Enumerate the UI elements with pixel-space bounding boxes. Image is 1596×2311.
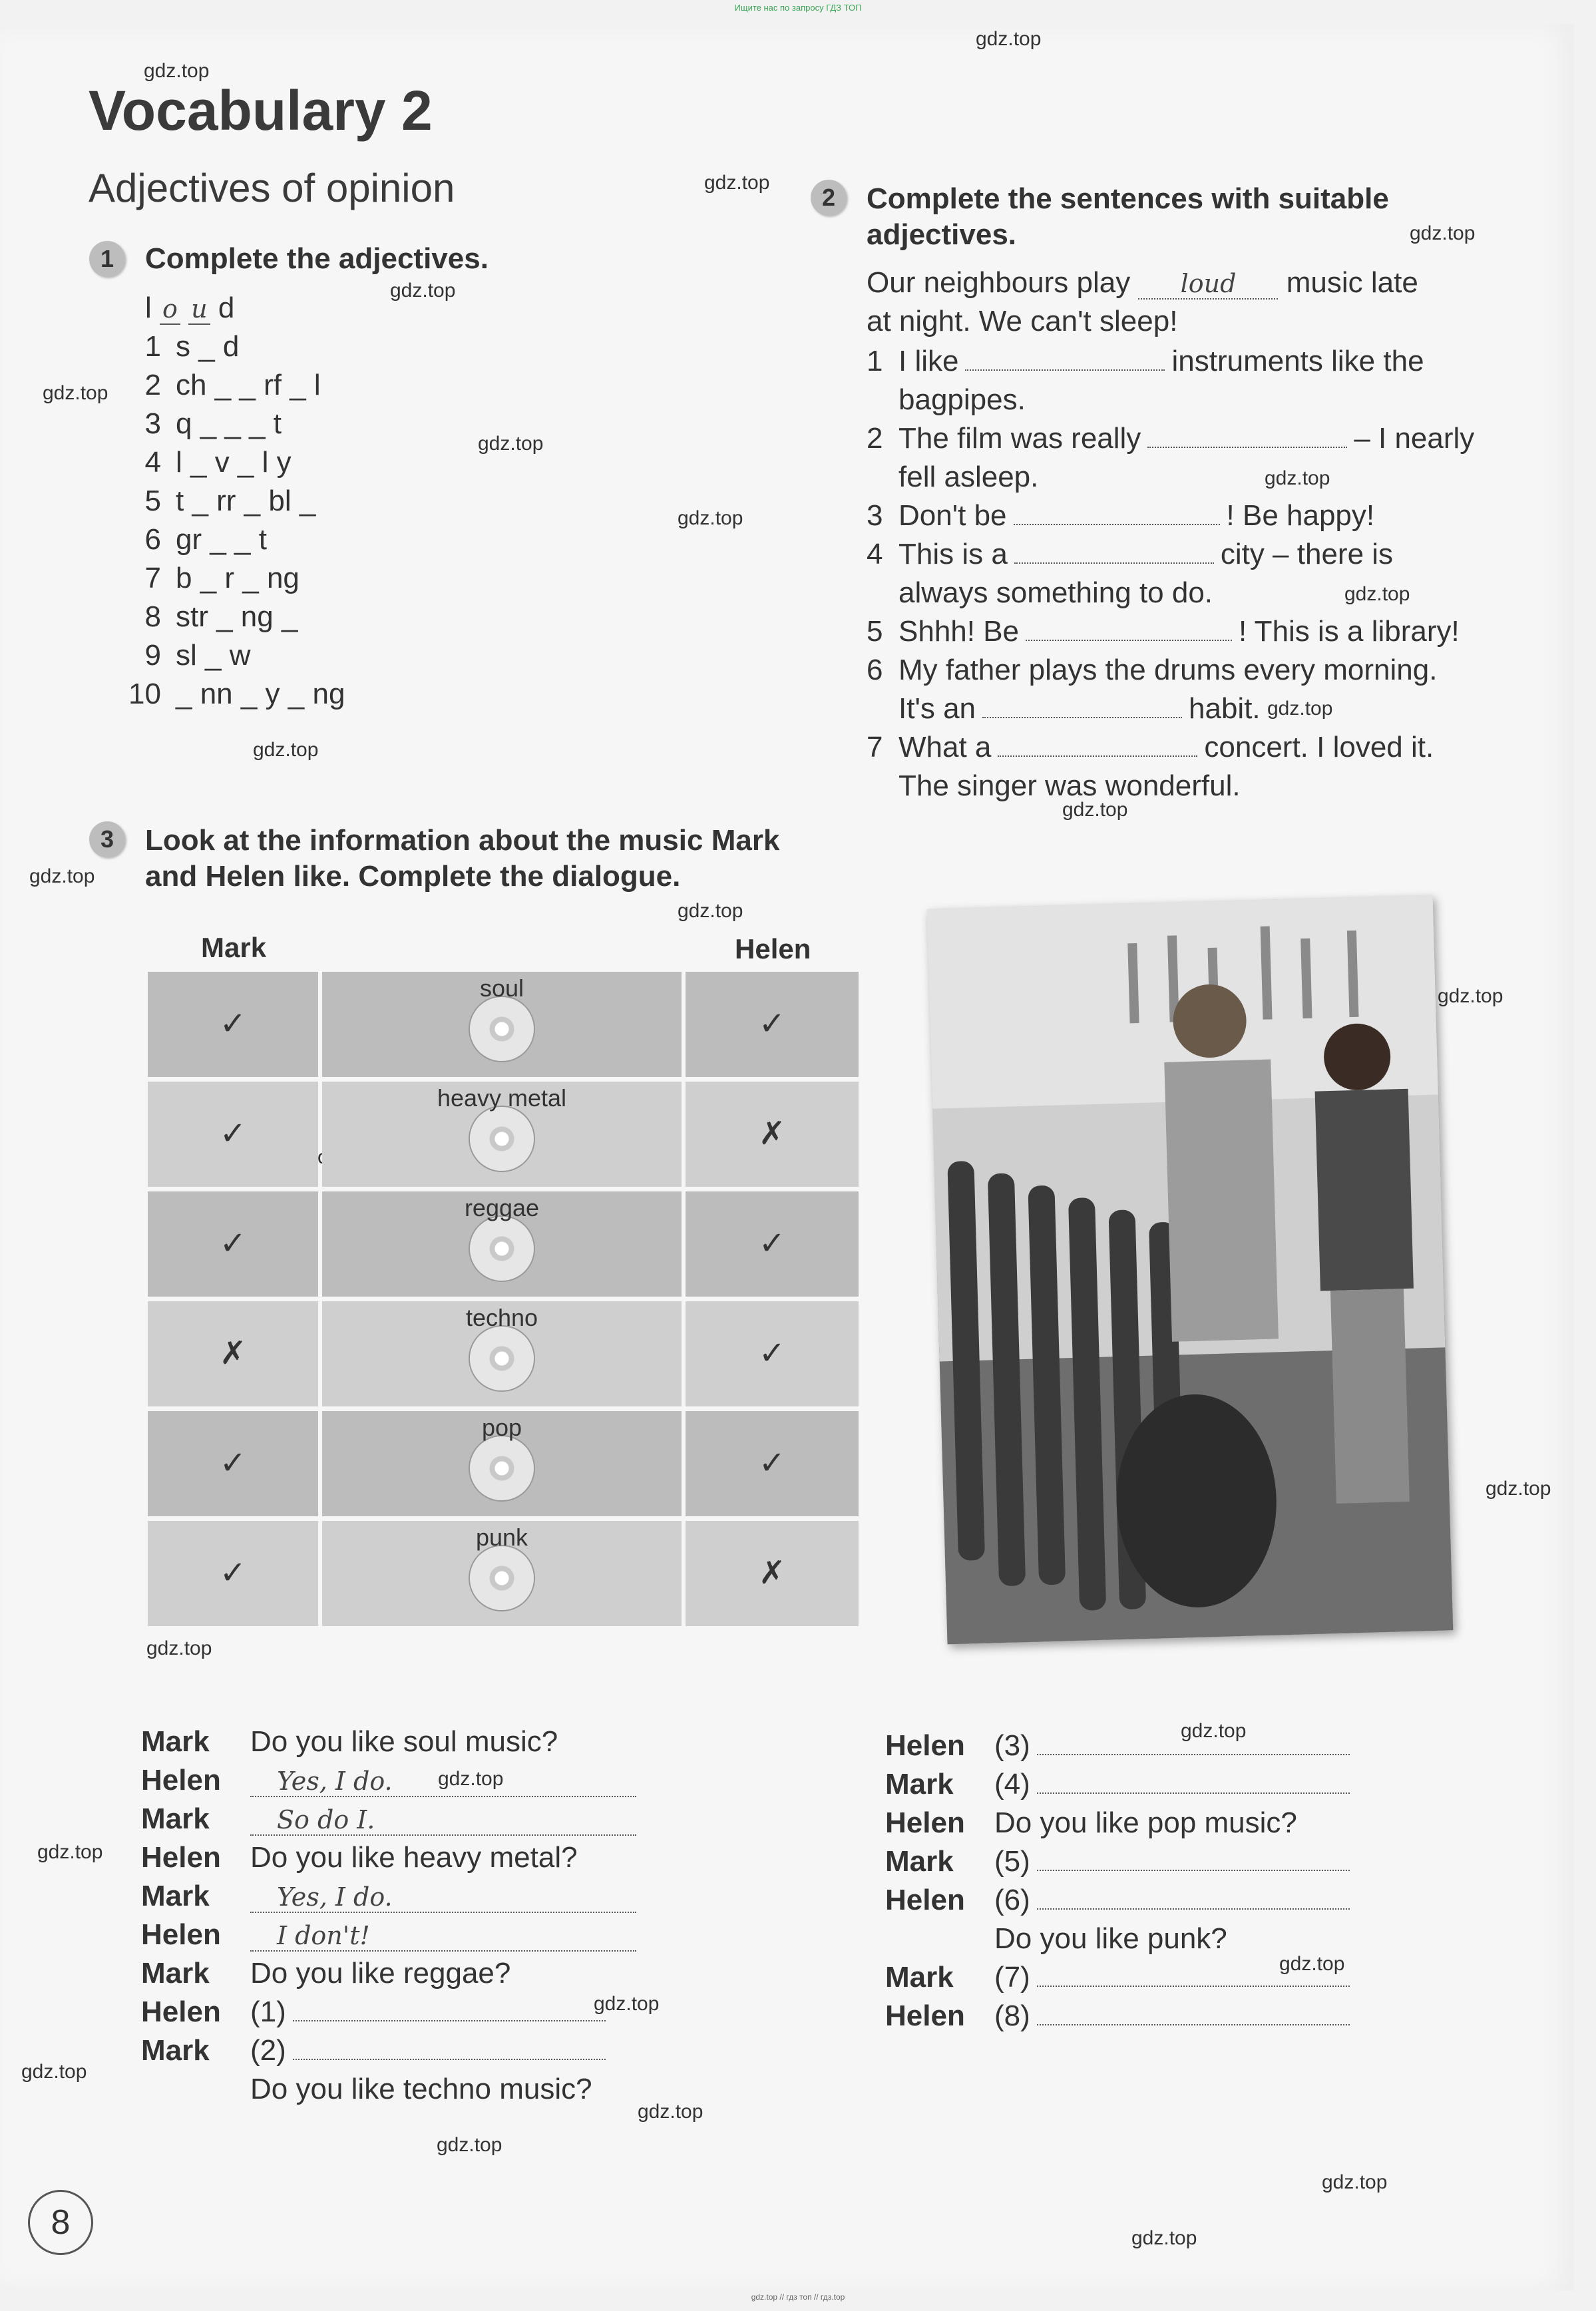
exercise-2-example-line2: at night. We can't sleep! <box>867 305 1178 337</box>
exercise-2-heading: Complete the sentences with suitable <box>867 182 1389 215</box>
speaker-name: Helen <box>141 1996 221 2028</box>
music-row <box>148 1191 859 1297</box>
speaker-name: Mark <box>885 1961 954 1994</box>
mark-answer: ✓ <box>219 1556 247 1591</box>
watermark: gdz.top <box>29 865 95 887</box>
music-row <box>148 1411 859 1516</box>
sentence-item <box>867 654 1437 687</box>
watermark: gdz.top <box>1181 1720 1247 1742</box>
dialogue-text <box>994 1729 1356 1763</box>
answer-blank[interactable] <box>1037 1734 1350 1755</box>
answer-blank[interactable] <box>1037 1773 1350 1794</box>
line-text: (1) <box>250 1996 286 2028</box>
mark-cell <box>148 1301 318 1406</box>
genre-label: soul <box>479 974 524 1002</box>
answer-blank[interactable] <box>965 349 1165 371</box>
dialogue-text <box>994 1999 1356 2033</box>
sentence-text-end: concert. I loved it. <box>1204 731 1434 763</box>
dialogue-text <box>250 2034 612 2067</box>
dialogue-line <box>885 1845 1418 1882</box>
watermark: gdz.top <box>1322 2171 1388 2193</box>
dialogue-line <box>141 1802 674 1840</box>
cd-disc-icon <box>470 1546 534 1610</box>
exercise-1-heading: Complete the adjectives. <box>145 242 489 275</box>
item-number: 2 <box>867 422 883 455</box>
handwritten-answer[interactable]: Yes, I do. <box>250 1767 636 1797</box>
sentence-text-end: – I nearly <box>1354 422 1475 455</box>
dialogue-line <box>885 1806 1418 1844</box>
dialogue-text <box>250 1880 636 1913</box>
exercise-2-example: Our neighbours play loud music late <box>867 266 1418 299</box>
watermark: gdz.top <box>21 2061 87 2083</box>
watermark: gdz.top <box>678 900 743 922</box>
dialogue-line <box>141 1841 674 1878</box>
dialogue-line <box>141 1880 674 1917</box>
page-subtitle: Adjectives of opinion <box>89 166 455 210</box>
speaker-name: Helen <box>885 1999 965 2032</box>
item-number: 5 <box>867 615 883 648</box>
photo-illustration <box>927 895 1454 1645</box>
sentence-item <box>867 615 1460 648</box>
dialogue-text <box>250 1802 636 1836</box>
watermark: gdz.top <box>43 382 108 404</box>
adjective-item <box>126 678 345 711</box>
speaker-name: Helen <box>141 1764 221 1796</box>
speaker-name: Mark <box>141 1802 210 1835</box>
item-number: 3 <box>867 499 883 532</box>
dialogue-line <box>141 2073 674 2110</box>
sentence-continuation: The singer was wonderful. <box>898 769 1241 802</box>
dialogue-text <box>994 1845 1356 1878</box>
adjective-gaps[interactable]: q _ _ _ t <box>176 407 282 440</box>
answer-blank[interactable] <box>1147 427 1347 448</box>
mark-cell <box>148 972 318 1077</box>
item-number: 6 <box>867 654 883 686</box>
dialogue-line <box>885 1999 1418 2037</box>
item-number: 9 <box>144 639 161 672</box>
adjective-item <box>126 485 315 518</box>
column-helen: Helen <box>735 933 811 964</box>
watermark: gdz.top <box>678 507 743 529</box>
adjective-gaps[interactable]: t _ rr _ bl _ <box>176 485 316 517</box>
exercise-1-number: 1 <box>89 241 125 277</box>
adjective-gaps[interactable]: sl _ w <box>176 639 251 672</box>
adjective-item <box>126 600 298 634</box>
mark-answer: ✓ <box>219 1446 247 1481</box>
watermark: gdz.top <box>146 1637 212 1659</box>
dialogue-line <box>141 1996 674 2033</box>
adjective-item <box>126 639 250 672</box>
answer-blank[interactable] <box>1037 1850 1350 1871</box>
column-mark: Mark <box>201 932 267 963</box>
helen-answer: ✓ <box>758 1006 786 1042</box>
mark-answer: ✓ <box>219 1006 247 1042</box>
genre-cell <box>322 1301 682 1406</box>
sentence-continuation: bagpipes. <box>898 383 1026 416</box>
sentence-item <box>867 538 1393 571</box>
speaker-name: Mark <box>885 1768 954 1800</box>
genre-cell <box>322 1191 682 1297</box>
adjective-item <box>126 330 239 363</box>
dialogue-line <box>885 1922 1418 1960</box>
dialogue-text <box>250 1996 612 2029</box>
adjective-gaps[interactable]: str _ ng _ <box>176 600 298 633</box>
dialogue-line <box>885 1884 1418 1921</box>
handwritten-answer[interactable]: So do I. <box>250 1805 636 1836</box>
genre-label: punk <box>475 1524 528 1551</box>
mark-answer: ✗ <box>219 1336 247 1371</box>
adjective-item <box>126 562 299 595</box>
dialogue-text <box>994 1922 1227 1956</box>
genre-label: techno <box>465 1304 538 1331</box>
line-text: Do you like punk? <box>994 1922 1227 1955</box>
sentence-item <box>867 499 1374 532</box>
adjective-gaps[interactable]: l _ v _ l y <box>176 446 292 479</box>
line-text: (3) <box>994 1729 1030 1762</box>
mark-cell <box>148 1191 318 1297</box>
dialogue-line <box>885 1961 1418 1998</box>
guitar-shop-photo <box>927 895 1454 1645</box>
sentence-text: It's an <box>898 692 976 725</box>
music-row <box>148 1082 859 1187</box>
adjective-item <box>126 407 282 441</box>
helen-cell <box>686 1411 859 1516</box>
adjective-item <box>126 369 321 402</box>
handwritten-answer[interactable]: Yes, I do. <box>250 1882 636 1913</box>
answer-blank[interactable] <box>1026 620 1232 641</box>
speaker-name: Mark <box>141 2034 210 2067</box>
sentence-text: This is a <box>898 538 1008 570</box>
line-text: Do you like techno music? <box>250 2073 592 2105</box>
watermark: gdz.top <box>390 280 456 302</box>
item-number: 3 <box>144 407 161 440</box>
genre-cell <box>322 1411 682 1516</box>
speaker-name: Helen <box>885 1806 965 1839</box>
watermark: gdz.top <box>976 28 1042 50</box>
helen-answer: ✓ <box>758 1336 786 1371</box>
helen-cell <box>686 1521 859 1626</box>
answer-blank[interactable] <box>998 735 1197 757</box>
sentence-text: The film was really <box>898 422 1141 455</box>
sentence-text-end: city – there is <box>1220 538 1394 570</box>
dialogue-text <box>994 1806 1297 1840</box>
cd-disc-icon <box>470 1107 534 1171</box>
adjective-item <box>126 523 267 556</box>
watermark: gdz.top <box>1062 799 1128 821</box>
top-banner: Ищите нас по запросу ГДЗ ТОП <box>734 3 862 13</box>
music-row <box>148 1521 859 1626</box>
item-number: 4 <box>144 446 161 479</box>
watermark: gdz.top <box>478 433 544 455</box>
dialogue-text <box>994 1961 1356 1994</box>
exercise-3-number: 3 <box>89 821 125 857</box>
watermark: gdz.top <box>594 1993 660 2015</box>
dialogue-line <box>141 2034 674 2071</box>
sentence-text: Shhh! Be <box>898 615 1020 648</box>
speaker-name: Mark <box>885 1845 954 1878</box>
item-number: 5 <box>144 485 161 517</box>
page-title: Vocabulary 2 <box>89 79 433 142</box>
sentence-text-end: habit. <box>1189 692 1261 725</box>
dialogue-text <box>250 1725 558 1759</box>
helen-answer: ✓ <box>758 1446 786 1481</box>
sentence-continuation: fell asleep. <box>898 461 1039 493</box>
watermark: gdz.top <box>1131 2227 1197 2249</box>
helen-cell <box>686 972 859 1077</box>
dialogue-line <box>141 1918 674 1956</box>
sentence-item <box>867 422 1474 455</box>
genre-cell <box>322 1082 682 1187</box>
mark-cell <box>148 1411 318 1516</box>
line-text: Do you like heavy metal? <box>250 1841 578 1874</box>
sentence-text-end: instruments like the <box>1171 345 1424 377</box>
sentence-text-end: ! Be happy! <box>1226 499 1375 532</box>
line-text: (7) <box>994 1961 1030 1994</box>
adjective-item <box>126 446 292 479</box>
sentence-text: Don't be <box>898 499 1007 532</box>
watermark: gdz.top <box>37 1841 103 1863</box>
adjective-gaps[interactable]: _ nn _ y _ ng <box>176 678 345 710</box>
genre-cell <box>322 972 682 1077</box>
adjective-gaps[interactable]: ch _ _ rf _ l <box>176 369 321 401</box>
item-number: 2 <box>144 369 161 401</box>
helen-cell <box>686 1082 859 1187</box>
watermark: gdz.top <box>1486 1478 1551 1500</box>
answer-blank[interactable] <box>293 2039 606 2060</box>
watermark: gdz.top <box>704 172 770 194</box>
genre-label: pop <box>481 1414 522 1441</box>
dialogue-line <box>141 1725 674 1763</box>
speaker-name: Mark <box>141 1957 210 1990</box>
watermark: gdz.top <box>144 60 210 82</box>
exercise-2-number: 2 <box>811 180 847 216</box>
mark-answer: ✓ <box>219 1116 247 1152</box>
item-number: 7 <box>144 562 161 594</box>
line-text: (4) <box>994 1768 1030 1800</box>
exercise-3-heading: Look at the information about the music Mark <box>145 824 780 857</box>
helen-cell <box>686 1301 859 1406</box>
exercise-1-example: l o u d <box>145 292 235 324</box>
mark-cell <box>148 1082 318 1187</box>
helen-answer: ✗ <box>758 1556 786 1591</box>
item-number: 4 <box>867 538 883 570</box>
exercise-3-heading-line2: and Helen like. Complete the dialogue. <box>145 860 681 893</box>
sentence-continuation: always something to do. <box>898 576 1213 609</box>
cd-disc-icon <box>470 1436 534 1500</box>
answer-blank[interactable] <box>1037 2004 1350 2025</box>
dialogue-line <box>885 1768 1418 1805</box>
line-text: Do you like soul music? <box>250 1725 558 1758</box>
watermark: gdz.top <box>1265 467 1330 489</box>
adjective-gaps[interactable]: gr _ _ t <box>176 523 267 556</box>
line-text: (2) <box>250 2034 286 2067</box>
answer-blank[interactable] <box>1014 504 1220 525</box>
genre-label: heavy metal <box>437 1084 567 1112</box>
music-row <box>148 1301 859 1406</box>
speaker-name: Helen <box>885 1729 965 1762</box>
genre-cell <box>322 1521 682 1626</box>
watermark: gdz.top <box>438 1768 504 1790</box>
watermark: gdz.top <box>1267 698 1333 720</box>
line-text: (5) <box>994 1845 1030 1878</box>
dialogue-text <box>250 1841 578 1874</box>
speaker-name: Mark <box>141 1880 210 1912</box>
answer-blank[interactable] <box>1014 542 1214 564</box>
speaker-name: Helen <box>141 1841 221 1874</box>
watermark: gdz.top <box>1438 985 1503 1007</box>
dialogue-text <box>250 2073 592 2106</box>
exercise-2-heading-line2: adjectives. <box>867 218 1017 251</box>
item-number: 8 <box>144 600 161 633</box>
answer-blank[interactable] <box>982 697 1182 718</box>
watermark: gdz.top <box>1410 222 1476 244</box>
watermark: gdz.top <box>1344 583 1410 605</box>
handwritten-answer[interactable]: I don't! <box>250 1921 636 1952</box>
music-row <box>148 972 859 1077</box>
dialogue-line <box>141 1957 674 1994</box>
helen-answer: ✗ <box>758 1116 786 1152</box>
watermark: gdz.top <box>1279 1953 1345 1975</box>
line-text: Do you like pop music? <box>994 1806 1297 1839</box>
cd-disc-icon <box>470 1217 534 1281</box>
sentence-item <box>867 731 1434 764</box>
line-text: (6) <box>994 1884 1030 1916</box>
item-number: 1 <box>144 330 161 363</box>
genre-label: reggae <box>464 1194 540 1221</box>
answer-blank[interactable] <box>1037 1888 1350 1910</box>
dialogue-text <box>994 1768 1356 1801</box>
speaker-name: Helen <box>885 1884 965 1916</box>
sentence-item <box>867 345 1424 378</box>
cd-disc-icon <box>470 1327 534 1390</box>
dialogue-text <box>250 1918 636 1952</box>
dialogue-line <box>885 1729 1418 1767</box>
cd-disc-icon <box>470 997 534 1061</box>
sentence-text: I like <box>898 345 959 377</box>
adjective-gaps[interactable]: s _ d <box>176 330 240 363</box>
mark-answer: ✓ <box>219 1226 247 1261</box>
adjective-gaps[interactable]: b _ r _ ng <box>176 562 299 594</box>
watermark: gdz.top <box>253 739 319 761</box>
bottom-banner: gdz.top // гдз топ // гдз.top <box>751 2292 845 2302</box>
helen-answer: ✓ <box>758 1226 786 1261</box>
sentence-text-end: ! This is a library! <box>1239 615 1460 648</box>
sentence-text: My father plays the drums every morning. <box>898 654 1438 686</box>
watermark: gdz.top <box>437 2134 502 2156</box>
line-text: (8) <box>994 1999 1030 2032</box>
item-number: 10 <box>128 678 161 710</box>
item-number: 1 <box>867 345 883 377</box>
answer-blank[interactable] <box>293 2000 606 2021</box>
helen-cell <box>686 1191 859 1297</box>
sentence-continuation <box>898 692 1261 726</box>
item-number: 6 <box>144 523 161 556</box>
item-number: 7 <box>867 731 883 763</box>
speaker-name: Mark <box>141 1725 210 1758</box>
page-number: 8 <box>28 2190 93 2255</box>
answer-blank[interactable] <box>1037 1966 1350 1987</box>
dialogue-line <box>141 1764 674 1801</box>
mark-cell <box>148 1521 318 1626</box>
speaker-name: Helen <box>141 1918 221 1951</box>
dialogue-text <box>994 1884 1356 1917</box>
sentence-text: What a <box>898 731 992 763</box>
dialogue-text <box>250 1957 510 1990</box>
line-text: Do you like reggae? <box>250 1957 511 1990</box>
watermark: gdz.top <box>638 2101 703 2123</box>
dialogue-text <box>250 1764 636 1797</box>
